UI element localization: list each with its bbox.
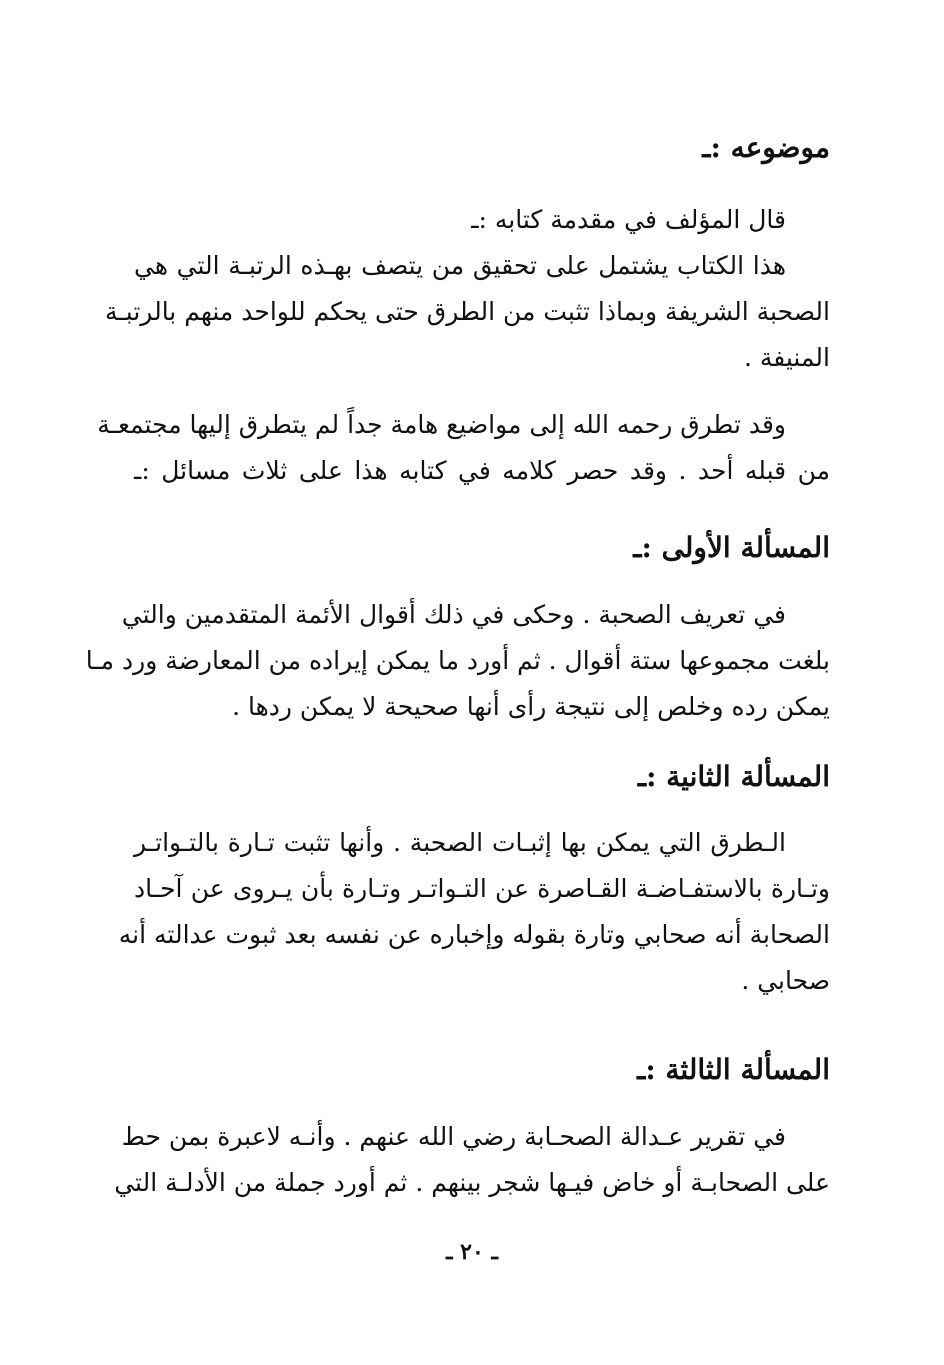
text-line: بلغت مجموعها ستة أقوال . ثم أورد ما يمكن إيراده من المعارضة ورد مـا — [85, 646, 830, 675]
text-line: الصحبة الشريفة وبماذا تثبت من الطرق حتى يحكم للواحد منهم بالرتبـة — [105, 297, 830, 326]
issue-three-paragraph — [114, 1114, 830, 1206]
text-line: المنيفة . — [743, 343, 830, 372]
text-line: يمكن رده وخلص إلى نتيجة رأى أنها صحيحة لا يمكن ردها . — [232, 692, 830, 721]
issue-two-heading: المسألة الثانية :ـ — [637, 760, 830, 793]
summary-paragraph — [97, 402, 830, 494]
text-line: وقد تطرق رحمه الله إلى مواضيع هامة جداً لم يتطرق إليها مجتمعـة — [97, 410, 786, 439]
text-line: من قبله أحد . وقد حصر كلامه في كتابه هذا على ثلاث مسائل :ـ — [134, 456, 830, 485]
issue-three-heading: المسألة الثالثة :ـ — [637, 1053, 830, 1086]
text-line: صحابي . — [741, 966, 830, 995]
text-line: في تعريف الصحبة . وحكى في ذلك أقوال الأئمة المتقدمين والتي — [121, 600, 786, 629]
text-line: على الصحابـة أو خاض فيـها شجر بينهم . ثم أورد جملة من الأدلـة التي — [114, 1168, 830, 1197]
issue-two-paragraph — [118, 820, 830, 1004]
text-line: هذا الكتاب يشتمل على تحقيق من يتصف بهـذه الرتبـة التي هي — [134, 251, 786, 280]
text-line: الـطرق التي يمكن بها إثبـات الصحبة . وأنها تثبت تـارة بالتـواتـر — [134, 828, 786, 857]
intro-paragraph — [105, 197, 830, 381]
text-line: قال المؤلف في مقدمة كتابه :ـ — [471, 205, 786, 234]
text-line: الصحابة أنه صحابي وتارة بقوله وإخباره عن نفسه بعد ثبوت عدالته أنه — [118, 920, 830, 949]
topic-heading: موضوعه :ـ — [702, 131, 830, 164]
text-line: وتـارة بالاستفـاضـة القـاصرة عن التـواتـر وتـارة بأن يـروى عن آحـاد — [134, 874, 830, 903]
page-number: ـ ٢٠ ـ — [446, 1239, 498, 1265]
issue-one-paragraph — [85, 592, 830, 730]
issue-one-heading: المسألة الأولى :ـ — [633, 531, 830, 564]
text-line: في تقرير عـدالة الصحـابة رضي الله عنهم . وأنـه لاعبرة بمن حط — [121, 1122, 786, 1151]
